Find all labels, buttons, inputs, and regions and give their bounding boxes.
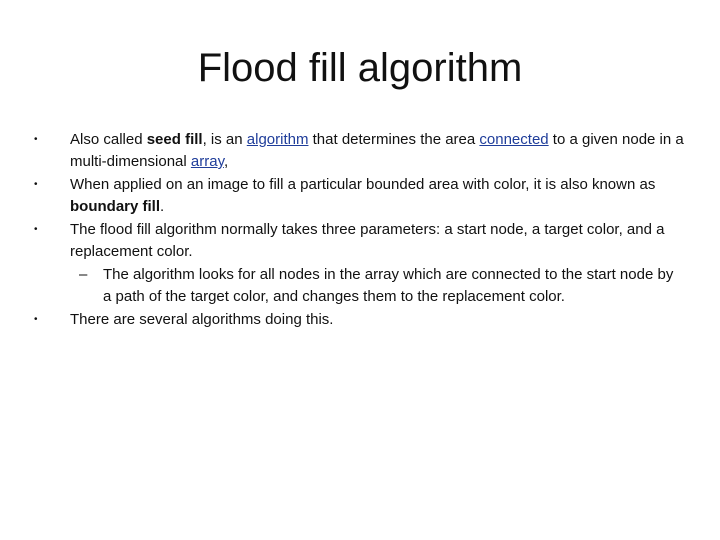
text-run: When applied on an image to fill a particular bounded area with color, it is also known as bbox=[70, 176, 656, 193]
bullet-marker: • bbox=[34, 224, 38, 235]
text-run: , bbox=[223, 153, 229, 170]
slide-title: Flood fill algorithm bbox=[197, 46, 523, 90]
bold-term-boundary-fill: boundary fill bbox=[70, 198, 160, 215]
text-run: Also called bbox=[70, 131, 147, 148]
sub-bullet-text: The algorithm looks for all nodes in the array which are connected to the start node by a path of the target color, and changes them to the replacement color. bbox=[103, 266, 674, 305]
sub-bullet-item bbox=[34, 264, 684, 308]
bullet-list bbox=[34, 129, 684, 332]
sub-bullet-marker: – bbox=[79, 266, 88, 283]
link-connected[interactable]: connected bbox=[479, 131, 549, 148]
bullet-text bbox=[70, 176, 655, 215]
bullet-text bbox=[70, 131, 684, 170]
text-run: to a given node in a multi-dimensional bbox=[70, 131, 684, 170]
text-run: . bbox=[160, 198, 165, 215]
bullet-item bbox=[34, 174, 684, 218]
bullet-marker: • bbox=[34, 134, 38, 145]
text-run: that determines the area bbox=[308, 131, 480, 148]
bullet-marker: • bbox=[34, 314, 38, 325]
bullet-marker: • bbox=[34, 179, 38, 190]
bullet-text: The flood fill algorithm normally takes three parameters: a start node, a target color, and a replacement color. bbox=[70, 221, 665, 260]
bullet-item bbox=[34, 129, 684, 173]
link-array[interactable]: array bbox=[190, 153, 224, 170]
link-algorithm[interactable]: algorithm bbox=[246, 131, 309, 148]
text-run: , is an bbox=[202, 131, 247, 148]
bullet-text: There are several algorithms doing this. bbox=[70, 311, 334, 328]
bold-term-seed-fill: seed fill bbox=[146, 131, 203, 148]
bullet-item bbox=[34, 309, 684, 331]
bullet-item bbox=[34, 219, 684, 263]
